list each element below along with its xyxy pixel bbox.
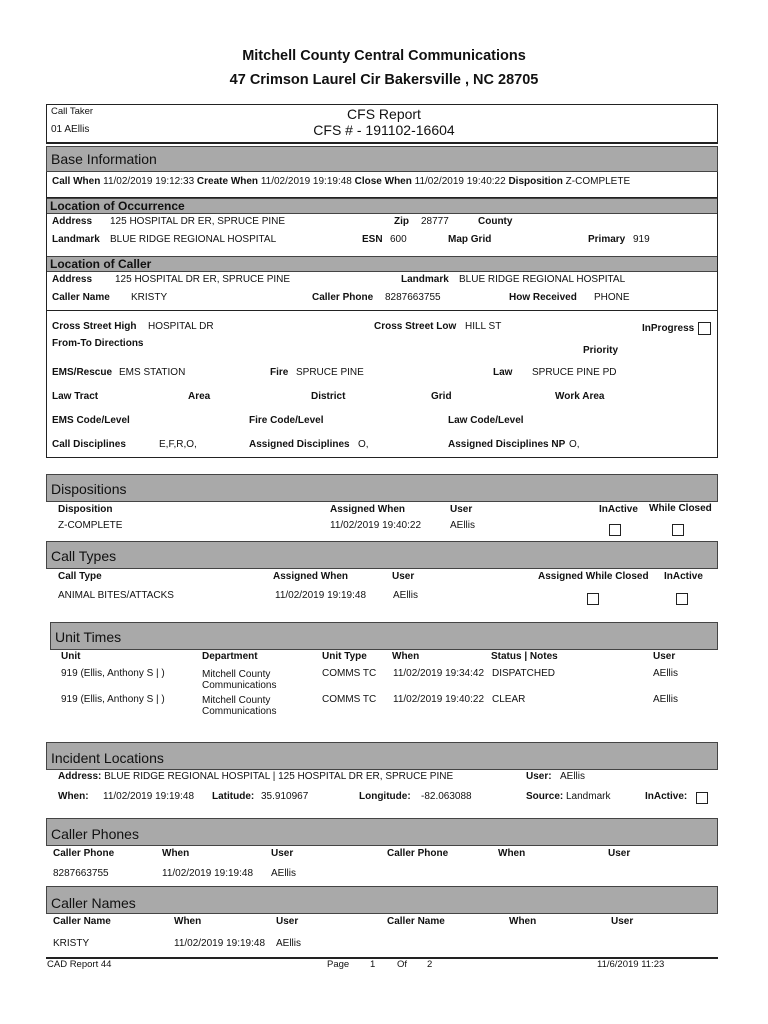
caller-location-band: Location of Caller bbox=[47, 256, 717, 272]
ut-row-unit: 919 (Ellis, Anthony S | ) bbox=[61, 668, 165, 679]
ut-col-unit: Unit bbox=[61, 651, 81, 662]
cp-col-caller-phone: Caller Phone bbox=[53, 848, 115, 859]
assigned-disciplines-label: Assigned Disciplines bbox=[249, 439, 350, 450]
inprogress-label: InProgress bbox=[642, 323, 695, 334]
occ-address-value: 125 HOSPITAL DR ER, SPRUCE PINE bbox=[110, 216, 286, 227]
law-code-label: Law Code/Level bbox=[448, 415, 524, 426]
cross-low-label: Cross Street Low bbox=[374, 321, 457, 332]
divider bbox=[47, 310, 717, 311]
cal-name-label: Caller Name bbox=[52, 292, 110, 303]
cp-col-caller-phone-2: Caller Phone bbox=[387, 848, 449, 859]
disp-col-disposition: Disposition bbox=[58, 504, 113, 515]
cal-address-value: 125 HOSPITAL DR ER, SPRUCE PINE bbox=[115, 274, 291, 285]
occ-zip-value: 28777 bbox=[421, 216, 449, 227]
disp-col-while-closed: While Closed bbox=[649, 503, 712, 514]
call-when-label: Call When bbox=[52, 176, 101, 187]
disp-while-closed-checkbox[interactable] bbox=[672, 524, 684, 536]
cn-col-user: User bbox=[276, 916, 299, 927]
incident-latitude-label: Latitude: bbox=[212, 791, 255, 802]
call-when-value: 11/02/2019 19:12:33 bbox=[103, 176, 195, 187]
occ-address-label: Address bbox=[52, 216, 93, 227]
agency-address: 47 Crimson Laurel Cir Bakersville , NC 28705 bbox=[229, 72, 539, 88]
incident-longitude-value: -82.063088 bbox=[421, 791, 472, 802]
disposition-label: Disposition bbox=[508, 176, 563, 187]
ems-code-label: EMS Code/Level bbox=[52, 415, 130, 426]
ut-col-user: User bbox=[653, 651, 676, 662]
incident-when-label: When: bbox=[58, 791, 89, 802]
occ-esn-value: 600 bbox=[390, 234, 407, 245]
district-label: District bbox=[311, 391, 346, 402]
ut-row-status: DISPATCHED bbox=[492, 668, 555, 679]
fire-code-label: Fire Code/Level bbox=[249, 415, 324, 426]
cal-landmark-value: BLUE RIDGE REGIONAL HOSPITAL bbox=[459, 274, 626, 285]
ut-row-user: AEllis bbox=[653, 694, 679, 705]
disposition-value: Z-COMPLETE bbox=[565, 176, 631, 187]
unit-times-band: Unit Times bbox=[50, 622, 718, 650]
footer-report-name: CAD Report 44 bbox=[47, 959, 112, 970]
grid-label: Grid bbox=[431, 391, 452, 402]
cal-phone-label: Caller Phone bbox=[312, 292, 374, 303]
cn-row-user: AEllis bbox=[276, 938, 302, 949]
cn-col-caller-name-2: Caller Name bbox=[387, 916, 445, 927]
incident-longitude-label: Longitude: bbox=[359, 791, 411, 802]
assigned-disciplines-np-value: O, bbox=[569, 439, 580, 450]
disp-col-inactive: InActive bbox=[599, 504, 638, 515]
base-info-row bbox=[52, 176, 630, 187]
incident-inactive-label: InActive: bbox=[645, 791, 688, 802]
disp-row-user: AEllis bbox=[450, 520, 476, 531]
ut-row-unit-type: COMMS TC bbox=[322, 694, 377, 705]
fire-value: SPRUCE PINE bbox=[296, 367, 364, 378]
incident-address-line bbox=[58, 771, 453, 782]
footer-printed-date: 11/6/2019 11:23 bbox=[597, 959, 665, 970]
incident-source-value: Landmark bbox=[566, 791, 611, 802]
cal-phone-value: 8287663755 bbox=[385, 292, 441, 303]
law-value: SPRUCE PINE PD bbox=[532, 367, 617, 378]
ut-row-when: 11/02/2019 19:34:42 bbox=[393, 668, 485, 679]
assigned-disciplines-value: O, bbox=[358, 439, 369, 450]
incident-source-label: Source: bbox=[526, 791, 564, 802]
incident-user-label: User: bbox=[526, 771, 552, 782]
cn-row-when: 11/02/2019 19:19:48 bbox=[174, 938, 266, 949]
cal-name-value: KRISTY bbox=[131, 292, 168, 303]
ut-row-user: AEllis bbox=[653, 668, 679, 679]
cn-col-when-2: When bbox=[509, 916, 537, 927]
incident-address-label: Address: bbox=[58, 771, 102, 782]
cross-high-label: Cross Street High bbox=[52, 321, 137, 332]
ct-col-user: User bbox=[392, 571, 415, 582]
law-tract-label: Law Tract bbox=[52, 391, 99, 402]
ct-col-inactive: InActive bbox=[664, 571, 703, 582]
occ-county-label: County bbox=[478, 216, 513, 227]
cp-row-caller-phone: 8287663755 bbox=[53, 868, 109, 879]
inprogress-checkbox[interactable] bbox=[698, 322, 711, 335]
cal-address-label: Address bbox=[52, 274, 93, 285]
agency-name: Mitchell County Central Communications bbox=[242, 48, 526, 64]
call-disciplines-value: E,F,R,O, bbox=[159, 439, 197, 450]
ct-assigned-while-closed-checkbox[interactable] bbox=[587, 593, 599, 605]
ct-col-assigned-when: Assigned When bbox=[273, 571, 349, 582]
caller-phones-band: Caller Phones bbox=[46, 818, 718, 846]
disp-row-disposition: Z-COMPLETE bbox=[58, 520, 123, 531]
footer-page-label: Page bbox=[327, 959, 350, 970]
footer-page-number: 1 bbox=[370, 959, 376, 970]
law-label: Law bbox=[493, 367, 513, 378]
incident-address-value: BLUE RIDGE REGIONAL HOSPITAL | 125 HOSPITAL DR ER, SPRUCE PINE bbox=[104, 771, 454, 782]
ems-rescue-value: EMS STATION bbox=[119, 367, 186, 378]
incident-user-value: AEllis bbox=[560, 771, 586, 782]
occ-zip-label: Zip bbox=[394, 216, 409, 227]
occ-landmark-value: BLUE RIDGE REGIONAL HOSPITAL bbox=[110, 234, 277, 245]
call-disciplines-label: Call Disciplines bbox=[52, 439, 126, 450]
cp-col-when-2: When bbox=[498, 848, 526, 859]
cal-landmark-label: Landmark bbox=[401, 274, 449, 285]
create-when-label: Create When bbox=[196, 176, 259, 187]
cal-how-received-value: PHONE bbox=[594, 292, 630, 303]
cp-row-user: AEllis bbox=[271, 868, 297, 879]
incident-latitude-value: 35.910967 bbox=[261, 791, 309, 802]
occ-primary-value: 919 bbox=[633, 234, 650, 245]
disp-col-assigned-when: Assigned When bbox=[330, 504, 406, 515]
from-to-label: From-To Directions bbox=[52, 338, 144, 349]
create-when-value: 11/02/2019 19:19:48 bbox=[260, 176, 352, 187]
ct-row-call-type: ANIMAL BITES/ATTACKS bbox=[58, 590, 174, 601]
cn-col-user-2: User bbox=[611, 916, 634, 927]
occ-landmark-label: Landmark bbox=[52, 234, 100, 245]
assigned-disciplines-np-label: Assigned Disciplines NP bbox=[448, 439, 566, 450]
base-information-band: Base Information bbox=[46, 146, 718, 172]
close-when-label: Close When bbox=[354, 176, 412, 187]
ut-row-department: Mitchell County Communications bbox=[202, 695, 277, 717]
call-types-band: Call Types bbox=[46, 541, 718, 569]
ut-col-unit-type: Unit Type bbox=[322, 651, 367, 662]
ct-col-assigned-while-closed: Assigned While Closed bbox=[538, 571, 649, 582]
ut-row-department: Mitchell County Communications bbox=[202, 669, 277, 691]
ct-inactive-checkbox[interactable] bbox=[676, 593, 688, 605]
caller-names-band: Caller Names bbox=[46, 886, 718, 914]
cross-high-value: HOSPITAL DR bbox=[148, 321, 214, 332]
dispositions-band: Dispositions bbox=[46, 474, 718, 502]
ct-row-assigned-when: 11/02/2019 19:19:48 bbox=[275, 590, 367, 601]
disp-inactive-checkbox[interactable] bbox=[609, 524, 621, 536]
occ-esn-label: ESN bbox=[362, 234, 383, 245]
incident-inactive-checkbox[interactable] bbox=[696, 792, 708, 804]
cross-low-value: HILL ST bbox=[465, 321, 502, 332]
ut-row-when: 11/02/2019 19:40:22 bbox=[393, 694, 485, 705]
cp-col-when: When bbox=[162, 848, 190, 859]
cp-row-when: 11/02/2019 19:19:48 bbox=[162, 868, 254, 879]
report-title: CFS Report bbox=[347, 106, 421, 122]
priority-label: Priority bbox=[583, 345, 619, 356]
cn-col-when: When bbox=[174, 916, 202, 927]
ct-col-call-type: Call Type bbox=[58, 571, 102, 582]
ut-row-unit-type: COMMS TC bbox=[322, 668, 377, 679]
area-label: Area bbox=[188, 391, 211, 402]
ut-row-unit: 919 (Ellis, Anthony S | ) bbox=[61, 694, 165, 705]
footer-page-total: 2 bbox=[427, 959, 433, 970]
footer-of-label: Of bbox=[397, 959, 408, 970]
cn-row-caller-name: KRISTY bbox=[53, 938, 90, 949]
cp-col-user: User bbox=[271, 848, 294, 859]
occ-primary-label: Primary bbox=[588, 234, 626, 245]
cp-col-user-2: User bbox=[608, 848, 631, 859]
incident-when-value: 11/02/2019 19:19:48 bbox=[103, 791, 195, 802]
cal-how-received-label: How Received bbox=[509, 292, 577, 303]
call-taker-value: 01 AEllis bbox=[51, 124, 90, 135]
disp-row-assigned-when: 11/02/2019 19:40:22 bbox=[330, 520, 422, 531]
cfs-number: CFS # - 191102-16604 bbox=[313, 122, 455, 138]
ut-row-status: CLEAR bbox=[492, 694, 526, 705]
incident-locations-band: Incident Locations bbox=[46, 742, 718, 770]
fire-label: Fire bbox=[270, 367, 289, 378]
ut-col-when: When bbox=[392, 651, 420, 662]
ct-row-user: AEllis bbox=[393, 590, 419, 601]
call-taker-label: Call Taker bbox=[51, 106, 94, 117]
ems-rescue-label: EMS/Rescue bbox=[52, 367, 113, 378]
ut-col-status: Status | Notes bbox=[491, 651, 558, 662]
cn-col-caller-name: Caller Name bbox=[53, 916, 111, 927]
close-when-value: 11/02/2019 19:40:22 bbox=[414, 176, 506, 187]
occurrence-band: Location of Occurrence bbox=[47, 198, 717, 214]
occ-map-grid-label: Map Grid bbox=[448, 234, 492, 245]
disp-col-user: User bbox=[450, 504, 473, 515]
work-area-label: Work Area bbox=[555, 391, 605, 402]
ut-col-department: Department bbox=[202, 651, 258, 662]
